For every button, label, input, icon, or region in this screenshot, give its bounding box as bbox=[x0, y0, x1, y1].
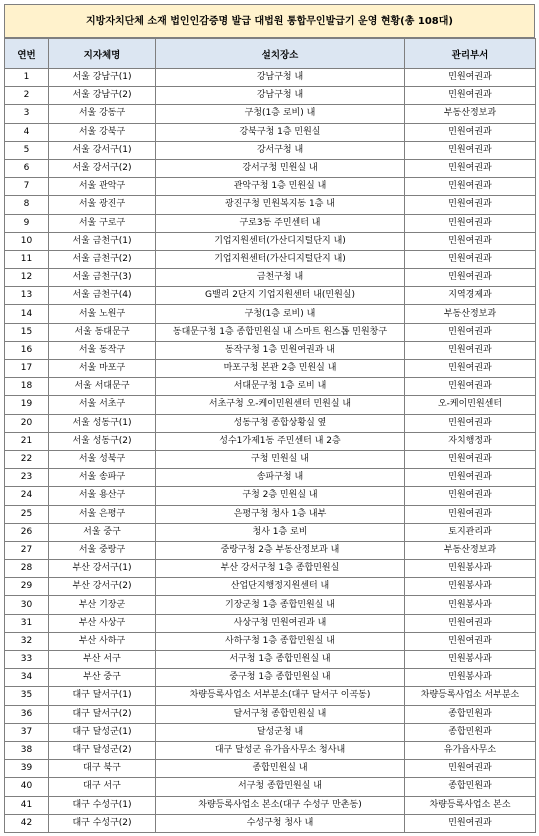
table-row bbox=[5, 560, 536, 578]
cell-location: 성동구청 종합상황실 옆 bbox=[156, 414, 405, 432]
cell-number: 24 bbox=[5, 487, 49, 505]
cell-department: 종합민원과 bbox=[405, 705, 536, 723]
cell-department: 민원여권과 bbox=[405, 360, 536, 378]
cell-number: 6 bbox=[5, 159, 49, 177]
cell-municipality: 서울 구로구 bbox=[49, 214, 156, 232]
table-row bbox=[5, 305, 536, 323]
cell-location: 강서구청 민원실 내 bbox=[156, 159, 405, 177]
cell-location: 서구청 종합민원실 내 bbox=[156, 778, 405, 796]
table-row bbox=[5, 687, 536, 705]
cell-number: 22 bbox=[5, 450, 49, 468]
cell-number: 39 bbox=[5, 760, 49, 778]
cell-department: 민원여권과 bbox=[405, 341, 536, 359]
cell-department: 유가읍사무소 bbox=[405, 741, 536, 759]
cell-department: 민원여권과 bbox=[405, 250, 536, 268]
cell-number: 7 bbox=[5, 178, 49, 196]
cell-location: G밸리 2단지 기업지원센터 내(민원실) bbox=[156, 287, 405, 305]
cell-municipality: 서울 강북구 bbox=[49, 123, 156, 141]
cell-number: 2 bbox=[5, 87, 49, 105]
table-row bbox=[5, 69, 536, 87]
cell-number: 34 bbox=[5, 669, 49, 687]
table-row bbox=[5, 523, 536, 541]
cell-municipality: 서울 강남구(2) bbox=[49, 87, 156, 105]
cell-number: 11 bbox=[5, 250, 49, 268]
cell-municipality: 서울 마포구 bbox=[49, 360, 156, 378]
table-row bbox=[5, 487, 536, 505]
table-row bbox=[5, 705, 536, 723]
cell-number: 4 bbox=[5, 123, 49, 141]
cell-municipality: 대구 달성군(1) bbox=[49, 723, 156, 741]
cell-department: 부동산정보과 bbox=[405, 305, 536, 323]
table-row bbox=[5, 232, 536, 250]
cell-number: 21 bbox=[5, 432, 49, 450]
cell-location: 중랑구청 2층 부동산정보과 내 bbox=[156, 541, 405, 559]
table-row bbox=[5, 632, 536, 650]
cell-location: 기업지원센터(가산디지털단지 내) bbox=[156, 250, 405, 268]
header-row bbox=[5, 39, 536, 69]
cell-department: 민원여권과 bbox=[405, 814, 536, 832]
table-row bbox=[5, 669, 536, 687]
cell-municipality: 서울 노원구 bbox=[49, 305, 156, 323]
cell-municipality: 부산 사상구 bbox=[49, 614, 156, 632]
cell-department: 부동산정보과 bbox=[405, 105, 536, 123]
cell-location: 송파구청 내 bbox=[156, 469, 405, 487]
cell-number: 32 bbox=[5, 632, 49, 650]
cell-number: 3 bbox=[5, 105, 49, 123]
cell-municipality: 서울 동대문구 bbox=[49, 323, 156, 341]
table-row bbox=[5, 378, 536, 396]
cell-municipality: 서울 강남구(1) bbox=[49, 69, 156, 87]
table-row bbox=[5, 341, 536, 359]
cell-municipality: 서울 성동구(2) bbox=[49, 432, 156, 450]
cell-number: 28 bbox=[5, 560, 49, 578]
cell-municipality: 서울 서초구 bbox=[49, 396, 156, 414]
cell-number: 40 bbox=[5, 778, 49, 796]
cell-location: 성수1가제1동 주민센터 내 2층 bbox=[156, 432, 405, 450]
cell-location: 구청(1층 로비) 내 bbox=[156, 105, 405, 123]
cell-location: 부산 강서구청 1층 종합민원실 bbox=[156, 560, 405, 578]
table-row bbox=[5, 578, 536, 596]
cell-location: 구청(1층 로비) 내 bbox=[156, 305, 405, 323]
cell-location: 동작구청 1층 민원여권과 내 bbox=[156, 341, 405, 359]
cell-number: 29 bbox=[5, 578, 49, 596]
cell-municipality: 부산 강서구(1) bbox=[49, 560, 156, 578]
cell-municipality: 대구 달서구(2) bbox=[49, 705, 156, 723]
cell-number: 30 bbox=[5, 596, 49, 614]
cell-location: 수성구청 청사 내 bbox=[156, 814, 405, 832]
cell-location: 구로3동 주민센터 내 bbox=[156, 214, 405, 232]
cell-location: 서대문구청 1층 로비 내 bbox=[156, 378, 405, 396]
cell-number: 1 bbox=[5, 69, 49, 87]
cell-location: 달성군청 내 bbox=[156, 723, 405, 741]
table-row bbox=[5, 105, 536, 123]
cell-department: 토지관리과 bbox=[405, 523, 536, 541]
cell-location: 기업지원센터(가산디지털단지 내) bbox=[156, 232, 405, 250]
cell-location: 달서구청 종합민원실 내 bbox=[156, 705, 405, 723]
cell-municipality: 서울 관악구 bbox=[49, 178, 156, 196]
table-row bbox=[5, 287, 536, 305]
cell-municipality: 서울 용산구 bbox=[49, 487, 156, 505]
cell-location: 구청 2층 민원실 내 bbox=[156, 487, 405, 505]
cell-number: 23 bbox=[5, 469, 49, 487]
table-row bbox=[5, 505, 536, 523]
cell-number: 8 bbox=[5, 196, 49, 214]
cell-location: 사상구청 민원여권과 내 bbox=[156, 614, 405, 632]
cell-department: 자치행정과 bbox=[405, 432, 536, 450]
cell-location: 사하구청 1층 종합민원실 내 bbox=[156, 632, 405, 650]
cell-municipality: 서울 강서구(1) bbox=[49, 141, 156, 159]
cell-department: 민원여권과 bbox=[405, 214, 536, 232]
table-row bbox=[5, 614, 536, 632]
cell-location: 동대문구청 1층 종합민원실 내 스마트 원스톱 민원창구 bbox=[156, 323, 405, 341]
cell-department: 오-케이민원센터 bbox=[405, 396, 536, 414]
cell-municipality: 서울 금천구(2) bbox=[49, 250, 156, 268]
cell-number: 35 bbox=[5, 687, 49, 705]
cell-number: 42 bbox=[5, 814, 49, 832]
cell-municipality: 서울 강동구 bbox=[49, 105, 156, 123]
cell-number: 41 bbox=[5, 796, 49, 814]
cell-department: 민원여권과 bbox=[405, 123, 536, 141]
cell-department: 종합민원과 bbox=[405, 778, 536, 796]
cell-department: 민원여권과 bbox=[405, 760, 536, 778]
cell-location: 기장군청 1층 종합민원실 내 bbox=[156, 596, 405, 614]
table-row bbox=[5, 541, 536, 559]
table-row bbox=[5, 214, 536, 232]
cell-department: 민원여권과 bbox=[405, 378, 536, 396]
table-row bbox=[5, 178, 536, 196]
facility-table bbox=[4, 38, 536, 833]
table-row bbox=[5, 159, 536, 177]
table-row bbox=[5, 196, 536, 214]
header-department: 관리부서 bbox=[405, 39, 536, 69]
cell-number: 16 bbox=[5, 341, 49, 359]
cell-department: 차량등록사업소 본소 bbox=[405, 796, 536, 814]
cell-department: 차량등록사업소 서부분소 bbox=[405, 687, 536, 705]
cell-number: 31 bbox=[5, 614, 49, 632]
cell-location: 차량등록사업소 본소(대구 수성구 만촌동) bbox=[156, 796, 405, 814]
cell-location: 차량등록사업소 서부분소(대구 달서구 이곡동) bbox=[156, 687, 405, 705]
cell-department: 민원여권과 bbox=[405, 487, 536, 505]
cell-location: 금천구청 내 bbox=[156, 269, 405, 287]
cell-department: 민원봉사과 bbox=[405, 651, 536, 669]
cell-department: 민원봉사과 bbox=[405, 560, 536, 578]
cell-municipality: 대구 수성구(1) bbox=[49, 796, 156, 814]
cell-municipality: 부산 서구 bbox=[49, 651, 156, 669]
cell-department: 민원여권과 bbox=[405, 178, 536, 196]
cell-department: 민원봉사과 bbox=[405, 578, 536, 596]
table-title: 지방자치단체 소재 법인인감증명 발급 대법원 통합무인발급기 운영 현황(총 108대) bbox=[4, 4, 535, 38]
cell-number: 37 bbox=[5, 723, 49, 741]
table-row bbox=[5, 141, 536, 159]
cell-department: 민원봉사과 bbox=[405, 669, 536, 687]
cell-number: 15 bbox=[5, 323, 49, 341]
table-body bbox=[5, 69, 536, 833]
table-row bbox=[5, 469, 536, 487]
cell-department: 민원여권과 bbox=[405, 614, 536, 632]
cell-location: 은평구청 청사 1층 내부 bbox=[156, 505, 405, 523]
cell-municipality: 서울 중랑구 bbox=[49, 541, 156, 559]
cell-department: 민원여권과 bbox=[405, 69, 536, 87]
table-row bbox=[5, 396, 536, 414]
cell-municipality: 서울 금천구(4) bbox=[49, 287, 156, 305]
cell-municipality: 대구 달서구(1) bbox=[49, 687, 156, 705]
cell-number: 26 bbox=[5, 523, 49, 541]
cell-municipality: 서울 광진구 bbox=[49, 196, 156, 214]
cell-municipality: 부산 강서구(2) bbox=[49, 578, 156, 596]
cell-department: 민원봉사과 bbox=[405, 596, 536, 614]
cell-department: 민원여권과 bbox=[405, 505, 536, 523]
table-row bbox=[5, 87, 536, 105]
cell-location: 마포구청 본관 2층 민원실 내 bbox=[156, 360, 405, 378]
cell-department: 민원여권과 bbox=[405, 141, 536, 159]
table-row bbox=[5, 760, 536, 778]
cell-number: 38 bbox=[5, 741, 49, 759]
cell-location: 강남구청 내 bbox=[156, 87, 405, 105]
table-row bbox=[5, 778, 536, 796]
cell-department: 민원여권과 bbox=[405, 196, 536, 214]
cell-number: 14 bbox=[5, 305, 49, 323]
cell-number: 27 bbox=[5, 541, 49, 559]
cell-location: 관악구청 1층 민원실 내 bbox=[156, 178, 405, 196]
cell-number: 12 bbox=[5, 269, 49, 287]
cell-municipality: 대구 달성군(2) bbox=[49, 741, 156, 759]
table-row bbox=[5, 723, 536, 741]
cell-department: 민원여권과 bbox=[405, 232, 536, 250]
cell-location: 강남구청 내 bbox=[156, 69, 405, 87]
cell-location: 구청 민원실 내 bbox=[156, 450, 405, 468]
table-row bbox=[5, 414, 536, 432]
cell-number: 20 bbox=[5, 414, 49, 432]
table-row bbox=[5, 814, 536, 832]
header-location: 설치장소 bbox=[156, 39, 405, 69]
header-municipality: 지자체명 bbox=[49, 39, 156, 69]
document bbox=[4, 4, 535, 833]
cell-municipality: 서울 강서구(2) bbox=[49, 159, 156, 177]
cell-number: 13 bbox=[5, 287, 49, 305]
cell-municipality: 서울 금천구(3) bbox=[49, 269, 156, 287]
cell-department: 부동산정보과 bbox=[405, 541, 536, 559]
cell-department: 민원여권과 bbox=[405, 323, 536, 341]
cell-municipality: 부산 기장군 bbox=[49, 596, 156, 614]
table-row bbox=[5, 123, 536, 141]
cell-department: 민원여권과 bbox=[405, 450, 536, 468]
cell-municipality: 서울 은평구 bbox=[49, 505, 156, 523]
cell-municipality: 대구 서구 bbox=[49, 778, 156, 796]
cell-number: 10 bbox=[5, 232, 49, 250]
table-row bbox=[5, 360, 536, 378]
cell-department: 민원여권과 bbox=[405, 469, 536, 487]
cell-department: 지역경제과 bbox=[405, 287, 536, 305]
cell-municipality: 서울 서대문구 bbox=[49, 378, 156, 396]
cell-location: 대구 달성군 유가읍사무소 청사내 bbox=[156, 741, 405, 759]
table-row bbox=[5, 741, 536, 759]
cell-department: 민원여권과 bbox=[405, 87, 536, 105]
cell-location: 청사 1층 로비 bbox=[156, 523, 405, 541]
cell-department: 민원여권과 bbox=[405, 632, 536, 650]
cell-municipality: 대구 수성구(2) bbox=[49, 814, 156, 832]
cell-number: 19 bbox=[5, 396, 49, 414]
cell-location: 강서구청 내 bbox=[156, 141, 405, 159]
cell-number: 17 bbox=[5, 360, 49, 378]
cell-municipality: 대구 북구 bbox=[49, 760, 156, 778]
table-row bbox=[5, 250, 536, 268]
cell-department: 종합민원과 bbox=[405, 723, 536, 741]
cell-number: 18 bbox=[5, 378, 49, 396]
cell-number: 25 bbox=[5, 505, 49, 523]
table-row bbox=[5, 450, 536, 468]
cell-municipality: 서울 동작구 bbox=[49, 341, 156, 359]
cell-municipality: 부산 중구 bbox=[49, 669, 156, 687]
table-row bbox=[5, 432, 536, 450]
cell-municipality: 서울 송파구 bbox=[49, 469, 156, 487]
table-row bbox=[5, 269, 536, 287]
cell-municipality: 서울 성북구 bbox=[49, 450, 156, 468]
cell-department: 민원여권과 bbox=[405, 159, 536, 177]
cell-number: 36 bbox=[5, 705, 49, 723]
cell-municipality: 서울 금천구(1) bbox=[49, 232, 156, 250]
cell-number: 9 bbox=[5, 214, 49, 232]
cell-location: 강북구청 1층 민원실 bbox=[156, 123, 405, 141]
table-row bbox=[5, 323, 536, 341]
cell-location: 서구청 1층 종합민원실 내 bbox=[156, 651, 405, 669]
cell-location: 중구청 1층 종합민원실 내 bbox=[156, 669, 405, 687]
cell-location: 종합민원실 내 bbox=[156, 760, 405, 778]
cell-department: 민원여권과 bbox=[405, 269, 536, 287]
cell-number: 5 bbox=[5, 141, 49, 159]
table-row bbox=[5, 596, 536, 614]
cell-municipality: 서울 성동구(1) bbox=[49, 414, 156, 432]
cell-department: 민원여권과 bbox=[405, 414, 536, 432]
cell-location: 산업단지행정지원센터 내 bbox=[156, 578, 405, 596]
table-row bbox=[5, 651, 536, 669]
cell-location: 광진구청 민원복지동 1층 내 bbox=[156, 196, 405, 214]
header-number: 연번 bbox=[5, 39, 49, 69]
cell-number: 33 bbox=[5, 651, 49, 669]
table-row bbox=[5, 796, 536, 814]
cell-municipality: 서울 중구 bbox=[49, 523, 156, 541]
cell-municipality: 부산 사하구 bbox=[49, 632, 156, 650]
cell-location: 서초구청 오-케이민원센터 민원실 내 bbox=[156, 396, 405, 414]
